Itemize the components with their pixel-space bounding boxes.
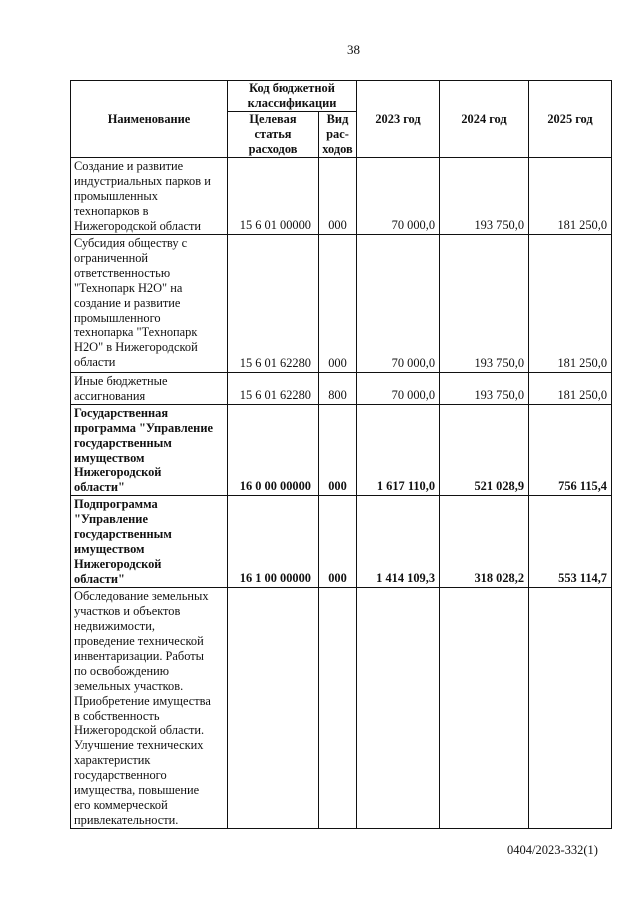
row-name: Подпрограмма "Управление государственным имуществом Нижегородской области" [71, 496, 228, 588]
table-row-program [71, 404, 612, 495]
row-value-2024: 521 028,9 [440, 404, 529, 495]
budget-table [70, 80, 612, 829]
row-value-2024: 193 750,0 [440, 158, 529, 235]
table-row-subprogram [71, 496, 612, 588]
row-expense-type: 800 [319, 373, 357, 405]
row-value-2024: 318 028,2 [440, 496, 529, 588]
row-value-2023: 70 000,0 [357, 235, 440, 373]
header-year-2024: 2024 год [440, 81, 529, 158]
row-value-2025: 181 250,0 [529, 235, 612, 373]
row-value-2025: 181 250,0 [529, 158, 612, 235]
document-code: 0404/2023-332(1) [507, 843, 598, 857]
row-value-2023: 70 000,0 [357, 158, 440, 235]
row-name: Создание и развитие индустриальных парков и промышленных технопарков в Нижегородской области [71, 158, 228, 235]
row-value-2025-empty [529, 588, 612, 829]
row-name: Субсидия обществу с ограниченной ответственностью "Технопарк Н2О" на создание и развитие промышленного технопарка "Технопарк Н2О" в Нижегородской области [71, 235, 228, 373]
row-value-2023: 70 000,0 [357, 373, 440, 405]
row-name: Государственная программа "Управление государственным имуществом Нижегородской области" [71, 404, 228, 495]
row-value-2025: 756 115,4 [529, 404, 612, 495]
row-value-2024: 193 750,0 [440, 235, 529, 373]
table-row [71, 235, 612, 373]
table-row [71, 588, 612, 829]
row-target-article: 16 1 00 00000 [228, 496, 319, 588]
row-target-article: 15 6 01 62280 [228, 373, 319, 405]
table-row [71, 158, 612, 235]
header-year-2023: 2023 год [357, 81, 440, 158]
header-year-2025: 2025 год [529, 81, 612, 158]
header-target-article: Целевая статья расходов [228, 112, 319, 158]
row-target-article: 16 0 00 00000 [228, 404, 319, 495]
row-value-2024: 193 750,0 [440, 373, 529, 405]
row-expense-type: 000 [319, 404, 357, 495]
row-target-article: 15 6 01 62280 [228, 235, 319, 373]
row-value-2025: 553 114,7 [529, 496, 612, 588]
table-row [71, 373, 612, 405]
row-value-2023: 1 414 109,3 [357, 496, 440, 588]
row-value-2024-empty [440, 588, 529, 829]
row-target-article-empty [228, 588, 319, 829]
row-value-2023: 1 617 110,0 [357, 404, 440, 495]
row-name: Обследование земельных участков и объектов недвижимости, проведение технической инвентаризации. Работы по освобождению земельных участков. Приобретение имущества в собственность Нижегородской области. Улучшение технических характеристик государственного имущества, повышение его коммерческой привлекательности. [71, 588, 228, 829]
row-expense-type: 000 [319, 496, 357, 588]
row-expense-type-empty [319, 588, 357, 829]
header-row [71, 81, 612, 112]
row-expense-type: 000 [319, 158, 357, 235]
header-name: Наименование [71, 81, 228, 158]
row-expense-type: 000 [319, 235, 357, 373]
row-name: Иные бюджетные ассигнования [71, 373, 228, 405]
page-number: 38 [347, 42, 360, 57]
row-value-2025: 181 250,0 [529, 373, 612, 405]
table-header [71, 81, 612, 158]
row-value-2023-empty [357, 588, 440, 829]
row-target-article: 15 6 01 00000 [228, 158, 319, 235]
header-expense-type: Вид рас- ходов [319, 112, 357, 158]
header-budget-classification-code: Код бюджетной классификации [228, 81, 357, 112]
